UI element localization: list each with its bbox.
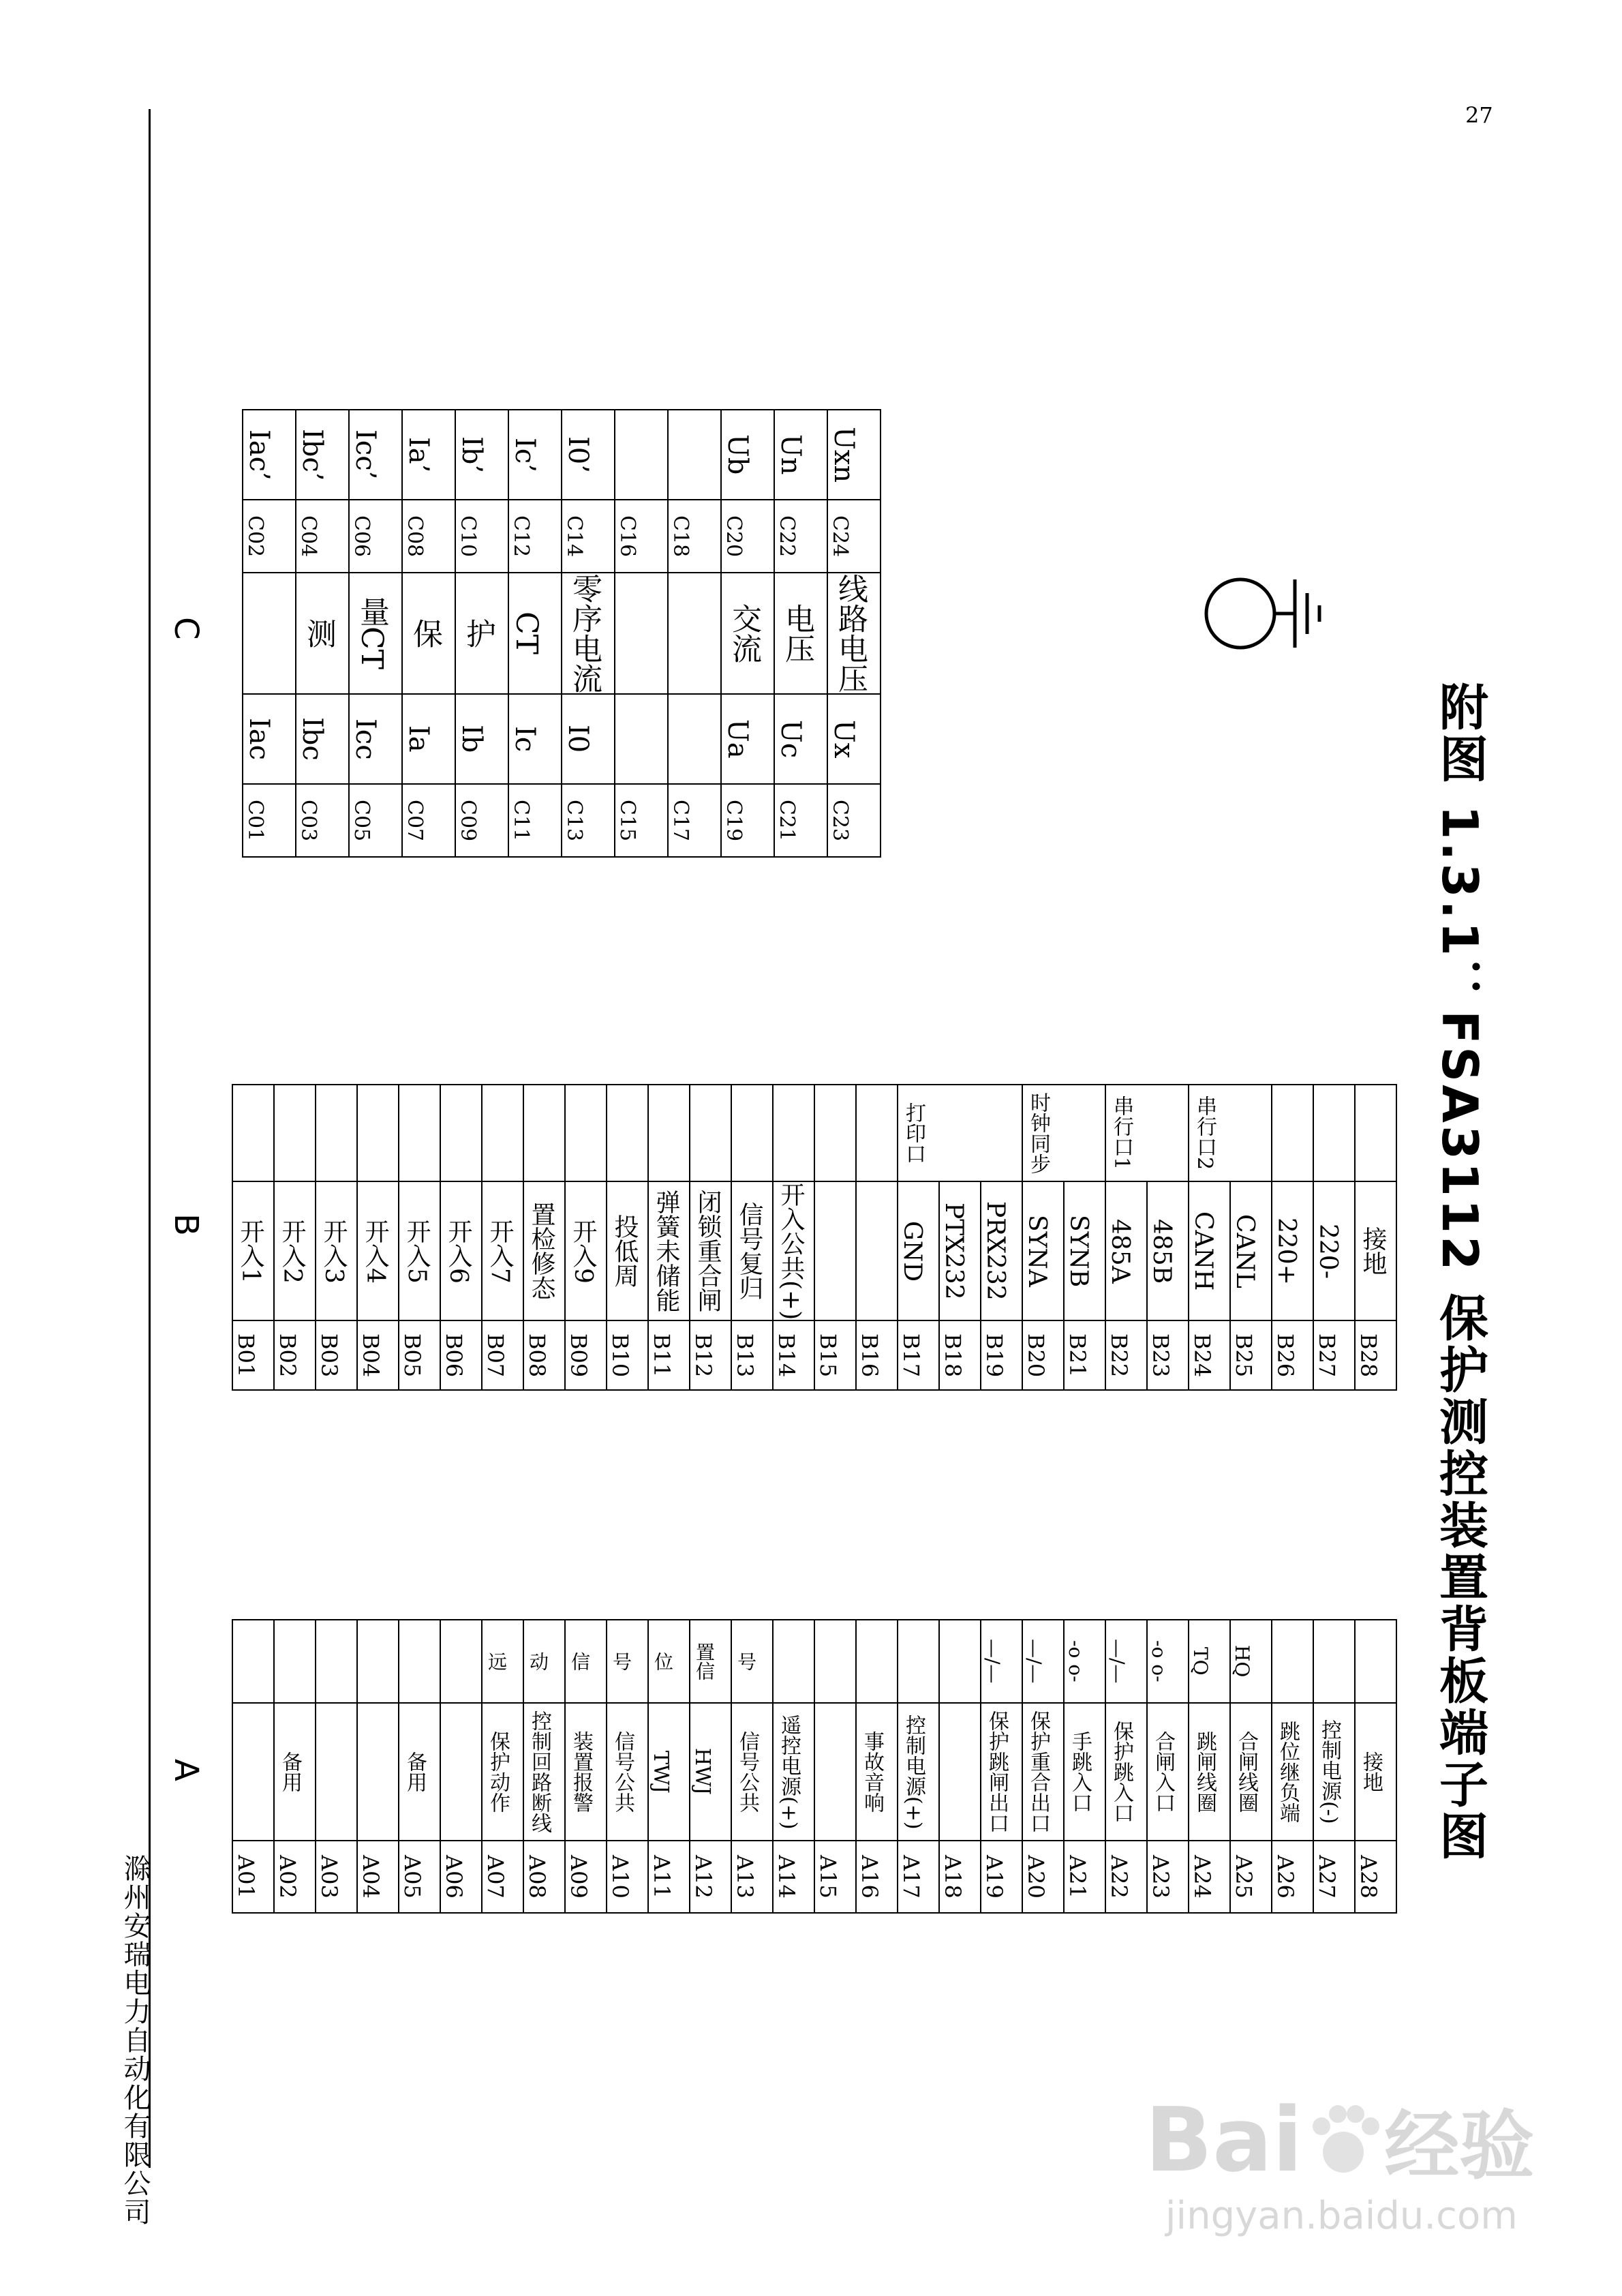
terminal-cell: 护 [461, 618, 495, 648]
watermark-url: jingyan.baidu.com [1165, 2194, 1518, 2238]
terminal-label: 开入5 [403, 1218, 431, 1284]
page-number: 27 [1465, 102, 1493, 128]
terminal-number: B17 [898, 1333, 924, 1378]
terminal-label: 控制回路断线 [527, 1710, 551, 1833]
terminal-cell: C03 [296, 799, 320, 842]
terminal-symbol: 动 [527, 1652, 549, 1671]
terminal-symbol: -o o- [1148, 1640, 1170, 1682]
terminal-number: A22 [1106, 1855, 1132, 1899]
terminal-label: 开入3 [320, 1218, 348, 1284]
terminal-label: 信号公共 [611, 1731, 634, 1813]
terminal-cell: C01 [243, 799, 267, 842]
terminal-cell: 电压 [780, 603, 814, 663]
terminal-cell: CT [509, 611, 544, 655]
company-name: 滁州安瑞电力自动化有限公司 [119, 1854, 151, 2226]
section-a-label: A [167, 1759, 205, 1781]
terminal-number: B09 [566, 1333, 592, 1378]
terminal-number: B14 [774, 1333, 799, 1378]
terminal-number: A18 [940, 1855, 966, 1899]
terminal-cell: C10 [456, 515, 480, 558]
terminal-label: CANL [1231, 1213, 1259, 1288]
terminal-label: 信号复归 [735, 1202, 763, 1301]
terminal-label: 保护动作 [486, 1731, 510, 1813]
terminal-number: A14 [774, 1855, 799, 1899]
terminal-number: A24 [1189, 1855, 1215, 1899]
terminal-symbol: 置信 [693, 1642, 716, 1680]
terminal-label: 弹簧未储能 [652, 1190, 680, 1313]
terminal-cell: Ibc’ [296, 428, 328, 481]
terminal-cell: C16 [615, 515, 639, 558]
terminal-number: A25 [1231, 1855, 1257, 1899]
terminal-number: B19 [981, 1333, 1007, 1378]
terminal-label: 保护跳闸出口 [985, 1710, 1009, 1833]
terminal-label: 开入2 [278, 1218, 306, 1284]
terminal-cell: Icc’ [350, 429, 381, 480]
terminal-label: 220+ [1272, 1217, 1300, 1285]
terminal-cell: C14 [562, 515, 586, 558]
terminal-cell: 保 [408, 618, 442, 648]
terminal-number: A27 [1314, 1855, 1340, 1899]
terminal-number: A15 [815, 1855, 841, 1899]
terminal-number: B26 [1272, 1333, 1298, 1378]
terminal-cell: Ic [509, 725, 540, 753]
terminal-number: B23 [1148, 1333, 1174, 1378]
terminal-number: A02 [275, 1855, 301, 1899]
terminal-symbol: 号 [735, 1652, 757, 1671]
terminal-label: 合闸入口 [1151, 1731, 1175, 1813]
terminal-number: A01 [233, 1855, 259, 1899]
terminal-symbol: 位 [652, 1652, 674, 1671]
terminal-label: HWJ [690, 1748, 714, 1796]
terminal-number: B02 [275, 1333, 301, 1378]
terminal-label: 跳闸线圈 [1193, 1731, 1216, 1813]
terminal-symbol: 信 [568, 1652, 591, 1671]
watermark-cn: 经验 [1384, 2102, 1535, 2190]
terminal-symbol: —/— [981, 1639, 1004, 1684]
terminal-number: A20 [1023, 1855, 1049, 1899]
terminal-cell: Uxn [828, 426, 859, 483]
terminal-number: A12 [690, 1855, 716, 1899]
terminal-label: 开入6 [444, 1218, 472, 1284]
terminal-label: TWJ [649, 1750, 673, 1794]
terminal-number: A05 [399, 1855, 425, 1899]
terminal-cell: C04 [296, 515, 320, 558]
terminal-symbol: TQ [1189, 1647, 1212, 1676]
section-b-label: B [167, 1213, 205, 1236]
terminal-label: 备用 [403, 1751, 427, 1792]
terminal-number: A16 [857, 1855, 883, 1899]
terminal-label: 事故音响 [860, 1731, 884, 1813]
terminal-number: B12 [690, 1333, 716, 1378]
terminal-symbol: -o o- [1065, 1640, 1087, 1682]
terminal-number: B25 [1231, 1333, 1257, 1378]
terminal-label: SYNA [1023, 1215, 1051, 1288]
terminal-number: B27 [1314, 1333, 1340, 1378]
terminal-cell: C05 [350, 799, 373, 842]
terminal-number: A21 [1065, 1855, 1090, 1899]
terminal-label: 开入公共(+) [777, 1182, 805, 1320]
terminal-number: B05 [399, 1333, 425, 1378]
terminal-cell: I0 [562, 725, 594, 753]
terminal-cell: C18 [669, 515, 692, 558]
terminal-label: PRX232 [981, 1201, 1009, 1301]
terminal-number: B10 [607, 1333, 633, 1378]
terminal-cell: Ub [722, 434, 753, 475]
terminal-table-a [232, 1619, 1397, 1914]
terminal-number: B01 [233, 1333, 259, 1378]
terminal-number: B15 [815, 1333, 841, 1378]
terminal-group: 时钟同步 [1026, 1092, 1050, 1174]
terminal-cell: C19 [722, 799, 746, 842]
terminal-group: 打印口 [902, 1102, 925, 1164]
terminal-cell: I0’ [562, 436, 594, 473]
terminal-label: 装置报警 [569, 1731, 593, 1813]
terminal-number: B18 [940, 1333, 966, 1378]
terminal-cell: C12 [509, 515, 533, 558]
terminal-number: A17 [898, 1855, 924, 1899]
terminal-group: 串行口2 [1193, 1096, 1216, 1170]
figure-caption: 附图 1.3.1：FSA3112 保护测控装置背板端子图 [1431, 682, 1488, 1863]
terminal-cell: Ua [722, 719, 753, 759]
terminal-cell: C13 [562, 799, 586, 842]
terminal-label: 信号公共 [735, 1731, 759, 1813]
terminal-label: 跳位继负端 [1276, 1721, 1300, 1823]
terminal-label: CANH [1189, 1211, 1217, 1291]
terminal-symbol: 号 [610, 1652, 632, 1671]
terminal-symbol: —/— [1023, 1639, 1045, 1684]
terminal-label: 开入9 [569, 1218, 597, 1284]
terminal-cell: 量CT [354, 596, 389, 670]
terminal-number: B13 [732, 1333, 758, 1378]
terminal-cell: Ib’ [456, 436, 487, 474]
terminal-number: B28 [1356, 1333, 1381, 1378]
terminal-cell: C24 [828, 515, 852, 558]
terminal-cell: Un [775, 434, 806, 475]
watermark-logo: Bai [1145, 2088, 1303, 2192]
terminal-label: SYNB [1065, 1214, 1092, 1288]
terminal-number: A06 [441, 1855, 467, 1899]
terminal-number: B22 [1106, 1333, 1132, 1378]
terminal-number: B06 [441, 1333, 467, 1378]
ground-symbol-icon [1199, 559, 1336, 668]
terminal-cell: C02 [243, 515, 267, 558]
terminal-symbol: —/— [1106, 1639, 1129, 1684]
terminal-label: 置检修态 [527, 1202, 555, 1301]
paw-icon [1302, 2099, 1384, 2181]
terminal-cell: Ic’ [509, 437, 540, 472]
terminal-cell: C21 [775, 799, 799, 842]
terminal-cell: C22 [775, 515, 799, 558]
terminal-number: A19 [981, 1855, 1007, 1899]
terminal-cell: Ux [828, 719, 859, 759]
terminal-number: A13 [732, 1855, 758, 1899]
terminal-label: 投低周 [611, 1214, 639, 1288]
terminal-cell: Ibc [296, 717, 328, 761]
terminal-cell: Iac [243, 717, 275, 761]
terminal-label: 遥控电源(+) [777, 1714, 801, 1830]
terminal-cell: C09 [456, 799, 480, 842]
terminal-cell: Iac’ [243, 429, 275, 481]
terminal-number: B11 [649, 1333, 675, 1378]
terminal-label: 接地 [1359, 1226, 1387, 1276]
terminal-cell: 线路电压 [833, 573, 868, 693]
terminal-number: B08 [524, 1333, 550, 1378]
terminal-label: GND [898, 1220, 926, 1282]
terminal-label: 手跳入口 [1068, 1731, 1092, 1813]
terminal-number: A10 [607, 1855, 633, 1899]
terminal-number: A03 [316, 1855, 342, 1899]
terminal-cell: C17 [669, 799, 692, 842]
terminal-table-c [242, 409, 881, 858]
terminal-number: A23 [1148, 1855, 1174, 1899]
terminal-number: B03 [316, 1333, 342, 1378]
terminal-cell: 零序电流 [567, 573, 602, 693]
section-c-label: C [167, 617, 205, 640]
terminal-number: A26 [1272, 1855, 1298, 1899]
terminal-cell: 测 [301, 618, 336, 648]
terminal-cell: C08 [403, 515, 427, 558]
watermark [1145, 2086, 1534, 2238]
terminal-number: A11 [649, 1855, 675, 1899]
terminal-group: 串行口1 [1110, 1096, 1133, 1170]
terminal-symbol: HQ [1231, 1645, 1253, 1678]
terminal-cell: C20 [722, 515, 746, 558]
terminal-label: 闭锁重合闸 [694, 1190, 722, 1313]
terminal-number: B04 [358, 1333, 384, 1378]
terminal-number: A08 [524, 1855, 550, 1899]
terminal-label: 合闸线圈 [1234, 1731, 1258, 1813]
terminal-number: A09 [566, 1855, 592, 1899]
terminal-label: 保护重合出口 [1026, 1710, 1050, 1833]
terminal-number: A07 [483, 1855, 508, 1899]
terminal-cell: Ia’ [403, 436, 434, 473]
terminal-label: 保护跳入口 [1110, 1721, 1133, 1823]
terminal-cell: C23 [828, 799, 852, 842]
terminal-number: B16 [857, 1333, 883, 1378]
terminal-cell: C07 [403, 799, 427, 842]
terminal-cell: Ib [456, 725, 487, 753]
terminal-cell: Ia [403, 725, 434, 753]
terminal-label: 接地 [1359, 1751, 1383, 1792]
terminal-cell: Uc [775, 719, 806, 759]
terminal-label: PTX232 [940, 1202, 968, 1300]
terminal-label: 备用 [278, 1751, 302, 1792]
terminal-cell: C11 [509, 799, 533, 842]
terminal-number: B24 [1189, 1333, 1215, 1378]
terminal-number: B20 [1023, 1333, 1049, 1378]
terminal-cell: 交流 [726, 603, 761, 663]
terminal-number: B21 [1065, 1333, 1090, 1378]
terminal-label: 开入7 [486, 1218, 514, 1284]
terminal-label: 开入4 [361, 1218, 389, 1284]
terminal-label: 485B [1148, 1218, 1176, 1284]
terminal-label: 220- [1314, 1223, 1342, 1279]
terminal-number: A28 [1356, 1855, 1381, 1899]
terminal-cell: C15 [615, 799, 639, 842]
terminal-cell: C06 [350, 515, 373, 558]
terminal-table-b [232, 1084, 1397, 1391]
terminal-label: 485A [1106, 1218, 1134, 1284]
terminal-number: B07 [483, 1333, 508, 1378]
terminal-label: 控制电源(+) [902, 1714, 925, 1830]
terminal-label: 控制电源(-) [1317, 1719, 1341, 1824]
terminal-symbol: 远 [485, 1652, 508, 1671]
terminal-cell: Icc [350, 718, 381, 760]
terminal-number: A04 [358, 1855, 384, 1899]
terminal-label: 开入1 [236, 1218, 264, 1284]
